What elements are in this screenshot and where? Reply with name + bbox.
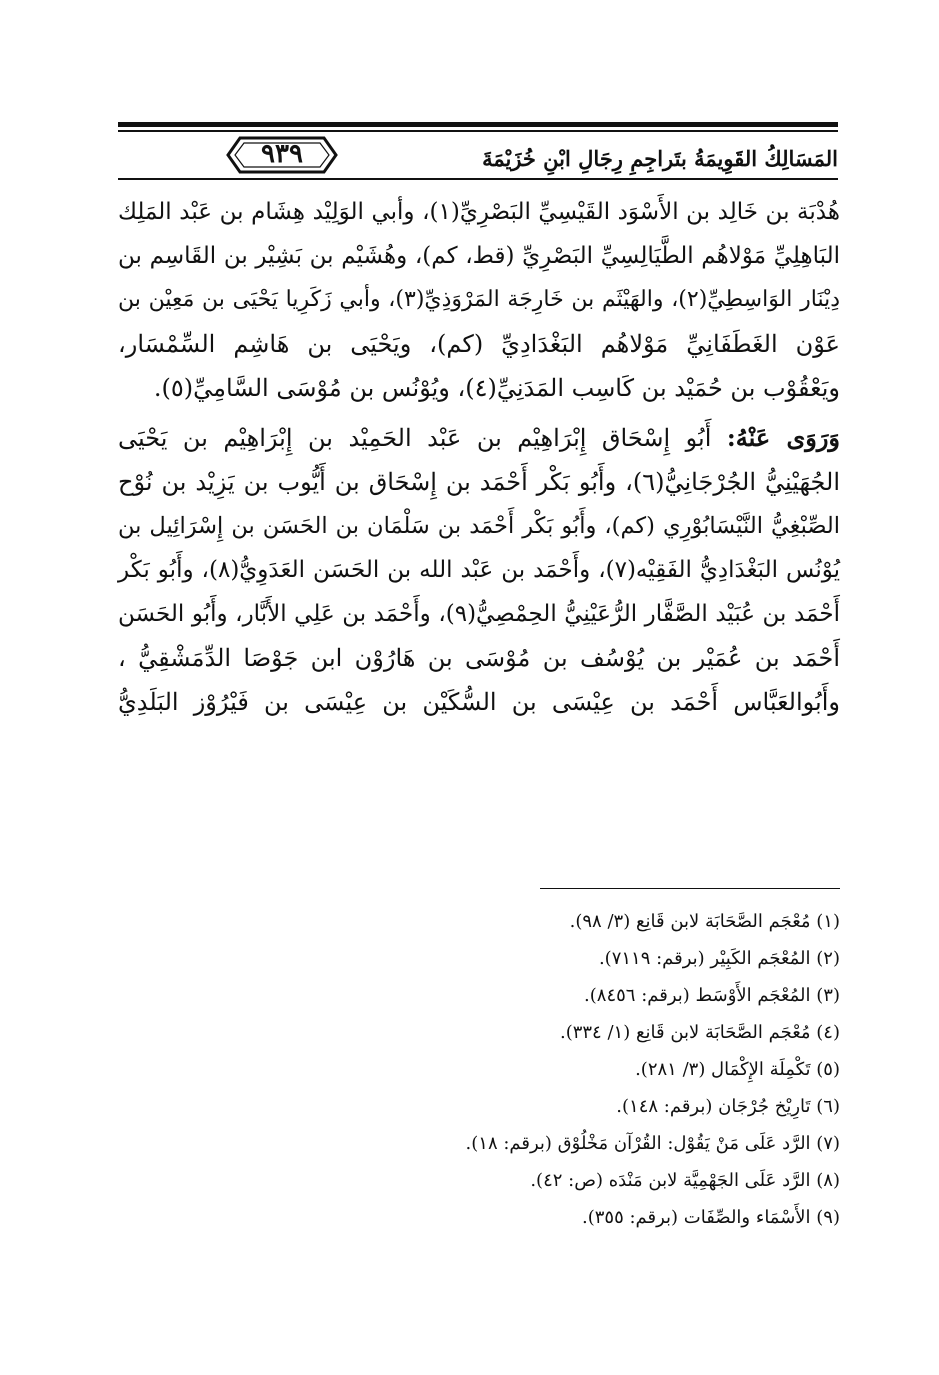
text-line: يُوْنُس البَغْدَادِيُّ الفَقِيْه(٧)، وأَحْمَد بن عَبْد الله بن الحَسَن العَدَوِيُّ(٨)، وأَبُو بَكْر — [118, 557, 841, 583]
page-number: ٩٣٩ — [261, 139, 303, 169]
page-header — [118, 122, 838, 182]
text-line: عَوْن الغَطَفَانِيِّ مَوْلاهُم البَغْدَادِيِّ (كم)، ويَحْيَى بن هَاشِم السِّمْسَار، — [118, 330, 840, 358]
header-rule-thin — [118, 130, 838, 132]
text-line: وأَبُوالعَبَّاس أَحْمَد بن عِيْسَى بن السُّكَيْن بن عِيْسَى بن فَيْرُوْز البَلَدِيُّ — [118, 688, 840, 716]
footnote-separator — [540, 888, 840, 889]
footnote: (٩) الأَسْمَاء والصِّفَات (برقم: ٣٥٥). — [581, 1207, 840, 1228]
text-line: ويَعْقُوْب بن حُمَيْد بن كَاسِب المَدَنِيِّ(٤)، ويُوْنُس بن مُوْسَى السَّامِيِّ(٥). — [153, 374, 840, 402]
header-rule-thick — [118, 122, 838, 127]
footnote: (٢) المُعْجَم الكَبِيْر (برقم: ٧١١٩). — [598, 948, 840, 969]
text-line: البَاهِلِيِّ مَوْلاهُم الطَّيَالِسِيِّ البَصْرِيِّ (قط، كم)، وهُشَيْم بن بَشِيْر بن القَاسِم بن — [118, 243, 840, 269]
footnote: (٤) مُعْجَم الصَّحَابَة لابن قَانِع (١/ ٣٣٤). — [559, 1022, 840, 1043]
footnote: (٨) الرَّد عَلَى الجَهْمِيَّة لابن مَنْدَه (ص: ٤٢). — [530, 1170, 840, 1191]
footnote: (٥) تَكْمِلَة الإِكْمَال (٣/ ٢٨١). — [635, 1059, 840, 1080]
main-text — [118, 190, 840, 724]
footnotes — [118, 903, 840, 1236]
text-line: أَحْمَد بن عُبَيْد الصَّفَّار الرُّعَيْنِيُّ الحِمْصِيُّ(٩)، وأَحْمَد بن عَلِي الأَبَّار، وأَبُو الحَسَن — [118, 601, 840, 627]
footnote: (٣) المُعْجَم الأَوْسَط (برقم: ٨٤٥٦). — [584, 985, 840, 1006]
footnote: (٦) تَارِيْخ جُرْجَان (برقم: ١٤٨). — [616, 1096, 840, 1117]
page-number-frame — [226, 134, 338, 176]
narrators-heading: وَرَوَى عَنْهُ: — [726, 423, 841, 452]
text-line: الصِّبْغِيُّ النَّيْسَابُوْرِي (كم)، وأَبُو بَكْر أَحْمَد بن سَلْمَان بن الحَسَن بن إِسْرَائِيل بن — [118, 513, 840, 539]
footnote: (٧) الرَّد عَلَى مَنْ يَقُوْل: القُرْآن مَخْلُوْق (برقم: ١٨). — [465, 1133, 840, 1154]
text-line: أَحْمَد بن عُمَيْر بن يُوْسُف بن مُوْسَى بن هَارُوْن ابن جَوْصَا الدِّمَشْقِيُّ ، — [118, 644, 840, 672]
text-line: الجُهَيْنِيُّ الجُرْجَانِيُّ(٦)، وأَبُو بَكْر أَحْمَد بن إِسْحَاق بن أَيُّوب بن يَزِيْد بن نُوْح — [118, 468, 841, 496]
footnote: (١) مُعْجَم الصَّحَابَة لابن قَانِع (٣/ ٩٨). — [569, 911, 840, 932]
running-title: المَسَالِكُ القَوِيمَةُ بتَراجِمِ رِجَالِ ابْنِ خُزَيْمَةَ — [482, 146, 838, 171]
text-span: أَبُو إِسْحَاق إِبْرَاهِيْم بن عَبْد الحَمِيْد بن إِبْرَاهِيْم بن يَحْيَى — [118, 424, 712, 452]
header-rule-bottom — [118, 178, 838, 180]
text-line: دِيْنَار الوَاسِطِيِّ(٢)، والهَيْثَم بن خَارِجَة المَرْوَذِيِّ(٣)، وأبي زَكَرِيا يَحْيَى بن مَعِيْن بن — [118, 287, 840, 312]
text-line — [118, 416, 840, 460]
text-line: هُدْبَة بن خَالِد بن الأَسْوَد القَيْسِيِّ البَصْرِيِّ(١)، وأبي الوَلِيْد هِشَام بن عَبْد المَلِك — [118, 199, 840, 225]
